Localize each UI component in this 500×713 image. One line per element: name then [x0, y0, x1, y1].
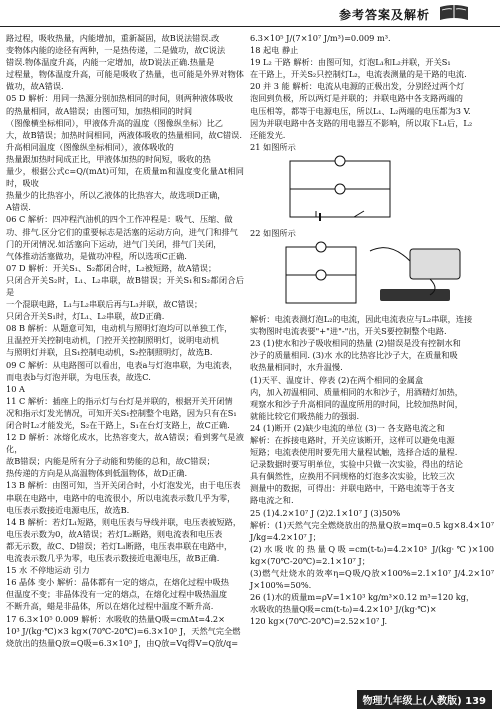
- line: 热传递的方向是从高温物体到低温物体，故D正确.: [6, 468, 188, 479]
- line: 门的开闭情况.如活塞向下运动，进气门关闭，排气门关闭，: [6, 238, 222, 249]
- line: 解析：电流表测灯泡L₂的电流，因此电流表应与L₂串联，连接: [250, 314, 473, 325]
- line: 内，加入初温相同、质量相同的水和沙子，用酒精灯加热，: [250, 386, 463, 397]
- line: 15 水 不停地运动 引力: [6, 565, 90, 576]
- line: 热量少的比热容小，所以乙液体的比热容大，故选项D正确，: [6, 190, 226, 201]
- line: 且温控开关控制电动机，门控开关控制照明灯，说明电动机: [6, 335, 219, 346]
- line: 大，故B错误；加热时间相同，两液体吸收的热量相同，故C错误.: [6, 129, 242, 140]
- circuit-diagram-21: [280, 155, 400, 225]
- line: 还能发光.: [250, 129, 286, 140]
- line: （图像横坐标相同），甲液体升高的温度（图像纵坐标）比乙: [6, 117, 223, 128]
- line: 不断升高，蜡是非晶体，所以在熔化过程中温度不断升高.: [6, 601, 214, 612]
- line: (2)水吸收的热量Q吸=cm(t-t₀)=4.2×10³ J/(kg·℃)×100 kg×(70℃-20℃)=2.1×10⁷ J；: [250, 543, 494, 566]
- line: 路过程，吸收热量，内能增加，重新凝固，故B说法错误.改: [6, 33, 220, 43]
- line: 功、排气.区分它们的重要标志是活塞的运动方向，进气门和排气: [6, 226, 238, 237]
- line: 10 A: [6, 383, 25, 394]
- line: 都无示数，故C、D错误；若灯L₁断路，电压表串联在电路中，: [6, 540, 233, 551]
- line: 6.3×10⁵ J/(7×10⁷ J/m³)=0.009 m³.: [250, 33, 391, 43]
- line: 18 起电 静止: [250, 45, 299, 56]
- line: 26 (1)水的质量m=ρV=1×10³ kg/m³×0.12 m³=120 kg，: [250, 592, 475, 603]
- line: (3)燃气灶烧水的效率η=Q吸/Q放×100%=2.1×10⁷ J/4.2×10⁷ J×100%=50%.: [250, 568, 494, 591]
- line: 路电流之和.: [250, 495, 294, 506]
- line: 观察水和沙子升高相同的温度所用的时间，比较加热时间，: [250, 398, 463, 409]
- line: 电压表示数接近电源电压，故选B.: [6, 504, 130, 515]
- line: 25 (1)4.2×10⁷ J (2)2.1×10⁷ J (3)50%: [250, 507, 401, 518]
- line: 量少，根据公式c=Q/(mΔt)可知，在质量m和温度变化量Δt相同时，吸收: [6, 166, 244, 189]
- line: 14 B 解析：若灯L₁短路，则电压表与导线并联，电压表被短路，: [6, 516, 242, 527]
- line: 20 并 3 能 解析：电流从电源的正极出发，分别经过两个灯: [250, 81, 465, 92]
- line: 只闭合开关S₂时，L₁、L₂串联，故B错误；开关S₁和S₂都闭合后是: [6, 274, 244, 297]
- line: 08 B 解析：从题意可知，电动机与照明灯泡均可以单独工作，: [6, 323, 233, 334]
- line: 17 6.3×10⁵ 0.009 解析：水吸收的热量Q吸=cmΔt=4.2×: [6, 613, 225, 624]
- line: 电压相等，都等于电源电压，所以L₁、L₂两端的电压都为3 V.: [250, 105, 471, 116]
- line: 升高相同温度（图像纵坐标相同），液体吸收的: [6, 141, 174, 152]
- line: 而电表b与灯泡并联，为电压表，故选C.: [6, 371, 151, 382]
- line: 解析：(1)天然气完全燃烧放出的热量Q放=mq=0.5 kg×8.4×10⁷ J/kg=4.2×10⁷ J；: [250, 519, 494, 542]
- line: 与照明灯并联，且S₁控制电动机，S₂控制照明灯，故选B.: [6, 347, 213, 358]
- line: 串联在电路中，电路中的电流很小，所以电流表示数几乎为零，: [6, 492, 236, 503]
- line: 22 如图所示: [250, 227, 296, 238]
- line: 但温度不变；非晶体没有一定的熔点，在熔化过程中吸热温度: [6, 589, 228, 600]
- line: 10³ J/(kg·℃)×3 kg×(70℃-20℃)=6.3×10⁵ J，天然气完全燃: [6, 625, 241, 636]
- line: 的热量相同，故A错误；由图可知，加热相同的时间: [6, 105, 193, 116]
- line: 实物图时电流表要"+"进"-"出，开关S要控制整个电路.: [250, 326, 447, 337]
- line: 23 (1)使水和沙子吸收相同的热量 (2)错误是没有控制水和: [250, 338, 461, 349]
- line: 气体推动活塞做功，是做功冲程，所以选项C正确.: [6, 250, 187, 261]
- left-column: [6, 32, 244, 649]
- line: A错误.: [6, 202, 31, 213]
- line: 错误.物体温度升高，内能一定增加，故D说法正确.热量是: [6, 57, 215, 68]
- line: 电流表示数几乎为零，电压表示数接近电源电压，故B正确.: [6, 553, 220, 564]
- line: 电压表示数为0，故A错误；若灯L₂断路，则电流表和电压表: [6, 528, 223, 539]
- line: 因为并联电路中各支路的用电器互不影响，所以取下L₁后，L₂: [250, 117, 473, 128]
- right-column: [250, 32, 494, 627]
- line: 沙子的质量相同. (3)水 水的比热容比沙子大，在质量和吸: [250, 350, 458, 361]
- line: 19 L₂ 干路 解析：由图可知，灯泡L₁和L₂并联，开关S₁: [250, 57, 451, 68]
- line: 13 B 解析：由图可知，当开关闭合时，小灯泡发光，由于电压表: [6, 480, 241, 491]
- line: 记录数据时要写明单位，实验中只做一次实验，得出的结论: [250, 459, 463, 470]
- line: 就能比较它们吸热能力的强弱.: [250, 410, 360, 421]
- line: (1)天平、温度计、停表 (2)在两个相同的金属盒: [250, 374, 424, 385]
- line: 120 kg×(70℃-20℃)=2.52×10⁷ J.: [250, 616, 388, 627]
- line: 测量中的数据，可得出：并联电路中，干路电流等于各支: [250, 483, 455, 494]
- line: 16 晶体 变小 解析：晶体都有一定的熔点，在熔化过程中吸热: [6, 577, 229, 588]
- line: 闭合时L₂才能发光，S₂在干路上，S₁在台灯支路上，故C正确.: [6, 420, 230, 430]
- line: 11 C 解析：插座上的指示灯与台灯是并联的，根据开关开闭情: [6, 395, 233, 406]
- line: 24 (1)断开 (2)缺少电流的单位 (3)一 各支路电流之和: [250, 422, 445, 433]
- line: 况和指示灯发光情况，可知开关S₁控制整个电路，因为只有在S₁: [6, 407, 237, 418]
- line: 泡回到负极，所以两灯是并联的；并联电路中各支路两端的: [250, 93, 463, 104]
- circuit-diagram-22: [280, 241, 480, 311]
- line: 21 如图所示: [250, 141, 296, 152]
- line: 一个混联电路，L₁与L₂串联后再与L₃并联，故C错误；: [6, 299, 203, 310]
- line: 09 C 解析：从电路图可以看出，电表a与灯泡串联，为电流表，: [6, 359, 238, 370]
- line: 07 D 解析：开关S₁、S₂都闭合时，L₂被短路，故A错误；: [6, 262, 217, 273]
- line: 收热量相同时，水升温慢.: [250, 362, 343, 373]
- page-header: [0, 0, 500, 27]
- line: 故B错误；内能是所有分子动能和势能的总和，故C错误；: [6, 456, 215, 467]
- line: 具有偶然性，应换用不同规格的灯泡多次实验，比较三次: [250, 471, 455, 482]
- book-icon: [438, 3, 470, 23]
- line: 水吸收的热量Q吸=cm(t-t₀)=4.2×10³ J/(kg·℃)×: [250, 604, 437, 615]
- line: 只闭合开关S₁时，灯L₁、L₂串联，故D正确.: [6, 311, 165, 322]
- line: 解析：在拆接电路时，开关应该断开，这样可以避免电源: [250, 434, 455, 445]
- line: 过程量，物体温度升高，可能是吸收了热量，也可能是外界对物体做功，故A错误.: [6, 69, 244, 92]
- line: 12 D 解析：冰熔化成水，比热容变大，故A错误；看到雾气是液化，: [6, 432, 244, 455]
- header-title: 参考答案及解析: [338, 8, 430, 22]
- line: 烧放出的热量Q放=Q吸=6.3×10⁵ J，由Q放=Vq得V=Q放/q=: [6, 637, 239, 648]
- line: 短路；电流表使用时要先用大量程试触，选择合适的量程.: [250, 447, 458, 458]
- page-footer: 物理九年级上(人教版) 139: [357, 690, 493, 709]
- line: 热量跟加热时间成正比，甲液体加热的时间短，吸收的热: [6, 153, 211, 164]
- line: 变物体内能的途径有两种，一是热传递，二是做功，故C说法: [6, 45, 226, 56]
- line: 05 D 解析：用同一热源分别加热相同的时间，则两种液体吸收: [6, 93, 233, 104]
- line: 在干路上，开关S₂只控制灯L₂，电流表测量的是干路的电流.: [250, 69, 467, 80]
- line: 06 C 解析：四冲程汽油机的四个工作冲程是：吸气、压缩、做: [6, 214, 233, 225]
